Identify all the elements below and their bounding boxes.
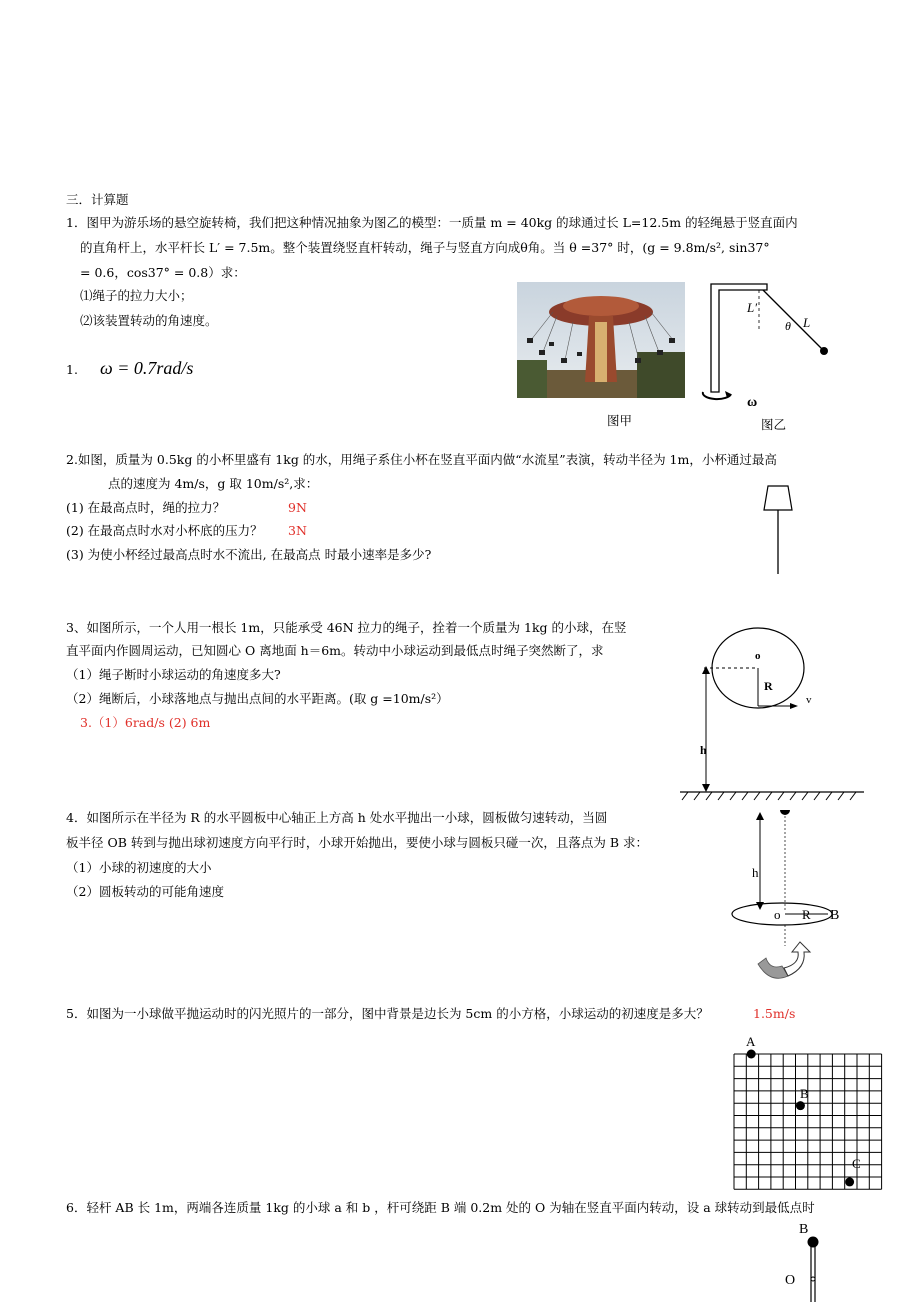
- label-l: L: [803, 315, 811, 330]
- q2-sub3: (3) 为使小杯经过最高点时水不流出, 在最高点 时最小速率是多少?: [66, 547, 432, 562]
- q3-sub1: （1）绳子断时小球运动的角速度多大?: [66, 667, 281, 682]
- label-o: O: [785, 1273, 796, 1288]
- label-c: C: [852, 1156, 861, 1171]
- label-h: h: [700, 743, 707, 757]
- q3-line1: 3、如图所示，一个人用一根长 1m，只能承受 46N 拉力的绳子，拴着一个质量为 1kg 的小球，在竖: [66, 620, 627, 635]
- label-b: B: [799, 1222, 809, 1237]
- q2-line1: 2.如图，质量为 0.5kg 的小杯里盛有 1kg 的水，用绳子系住小杯在竖直平面内做“水流星”表演，转动半径为 1m，小杯通过最高: [66, 452, 777, 467]
- q2-sub2: (2) 在最高点时水对小杯底的压力？: [66, 523, 263, 538]
- swing-ride-photo: [517, 282, 685, 398]
- label-r: R: [802, 907, 811, 922]
- label-o: o: [774, 907, 781, 922]
- rotating-disk-diagram: [730, 806, 850, 986]
- fig-b-caption: 图乙: [761, 417, 787, 432]
- q1-answer: ω = 0.7rad/s: [100, 358, 194, 378]
- q4-line1: 4．如图所示在半径为 R 的水平圆板中心轴正上方高 h 处水平抛出一小球，圆板做匀速转动，当圆: [66, 810, 608, 825]
- swing-model-diagram: [695, 280, 845, 410]
- q2-sub1-answer: 9N: [288, 500, 307, 515]
- ball-c: [845, 1177, 854, 1186]
- q3-line2: 直平面内作圆周运动，已知圆心 O 离地面 h＝6m。转动中小球运动到最低点时绳子突然断了，求: [66, 643, 604, 658]
- label-b: B: [830, 908, 840, 923]
- q1-line1: 1．图甲为游乐场的悬空旋转椅，我们把这种情况抽象为图乙的模型：一质量 m = 40kg 的球通过长 L=12.5m 的轻绳悬于竖直面内: [66, 215, 798, 230]
- q2-line2: 点的速度为 4m/s，g 取 10m/s²,求：: [108, 476, 319, 491]
- q5-line1: 5．如图为一小球做平抛运动时的闪光照片的一部分，图中背景是边长为 5cm 的小方格，小球运动的初速度是多大？: [66, 1006, 709, 1021]
- label-omega: ω: [747, 395, 758, 410]
- q3-answer: 3.（1）6rad/s (2) 6m: [80, 715, 211, 730]
- q4-line2: 板半径 OB 转到与抛出球初速度方向平行时，小球开始抛出，要使小球与圆板只碰一次，且落点为 B 求：: [66, 835, 649, 850]
- ball-b: [796, 1101, 805, 1110]
- section-title: 三．计算题: [66, 192, 129, 207]
- label-o: o: [755, 650, 761, 662]
- rod-diagram: [780, 1218, 830, 1302]
- label-v: v: [806, 694, 812, 706]
- label-l-prime: L′: [747, 300, 758, 315]
- q1-line3: = 0.6，cos37° = 0.8）求：: [80, 265, 246, 280]
- q4-sub1: （1）小球的初速度的大小: [66, 860, 212, 875]
- label-b: B: [800, 1086, 809, 1101]
- label-theta: θ: [785, 319, 791, 333]
- q5-answer: 1.5m/s: [753, 1006, 796, 1021]
- q3-sub2: （2）绳断后，小球落地点与抛出点间的水平距离。(取 g =10m/s²）: [66, 691, 449, 706]
- circular-motion-diagram: [678, 626, 868, 802]
- water-cup-diagram: [762, 484, 794, 576]
- q1-answer-number: 1.: [66, 362, 78, 377]
- label-a: A: [746, 1034, 756, 1049]
- q2-sub2-answer: 3N: [288, 523, 307, 538]
- fig-a-caption: 图甲: [607, 413, 633, 428]
- q6-line1: 6．轻杆 AB 长 1m，两端各连质量 1kg 的小球 a 和 b ，杆可绕距 B 端 0.2m 处的 O 为轴在竖直平面内转动，设 a 球转动到最低点时: [66, 1200, 815, 1215]
- q1-sub2: ⑵该装置转动的角速度。: [80, 313, 218, 328]
- ball-a: [747, 1050, 756, 1059]
- q2-sub1: (1) 在最高点时，绳的拉力？: [66, 500, 226, 515]
- q4-sub2: （2）圆板转动的可能角速度: [66, 884, 224, 899]
- grid-trajectory-diagram: [730, 1034, 886, 1194]
- q1-sub1: ⑴绳子的拉力大小；: [80, 288, 193, 303]
- label-h: h: [752, 865, 759, 880]
- q1-line2: 的直角杆上，水平杆长 L′ = 7.5m。整个装置绕竖直杆转动，绳子与竖直方向成θ角。当 θ =37° 时，(g = 9.8m/s², sin37°: [80, 240, 770, 255]
- label-r: R: [764, 679, 773, 693]
